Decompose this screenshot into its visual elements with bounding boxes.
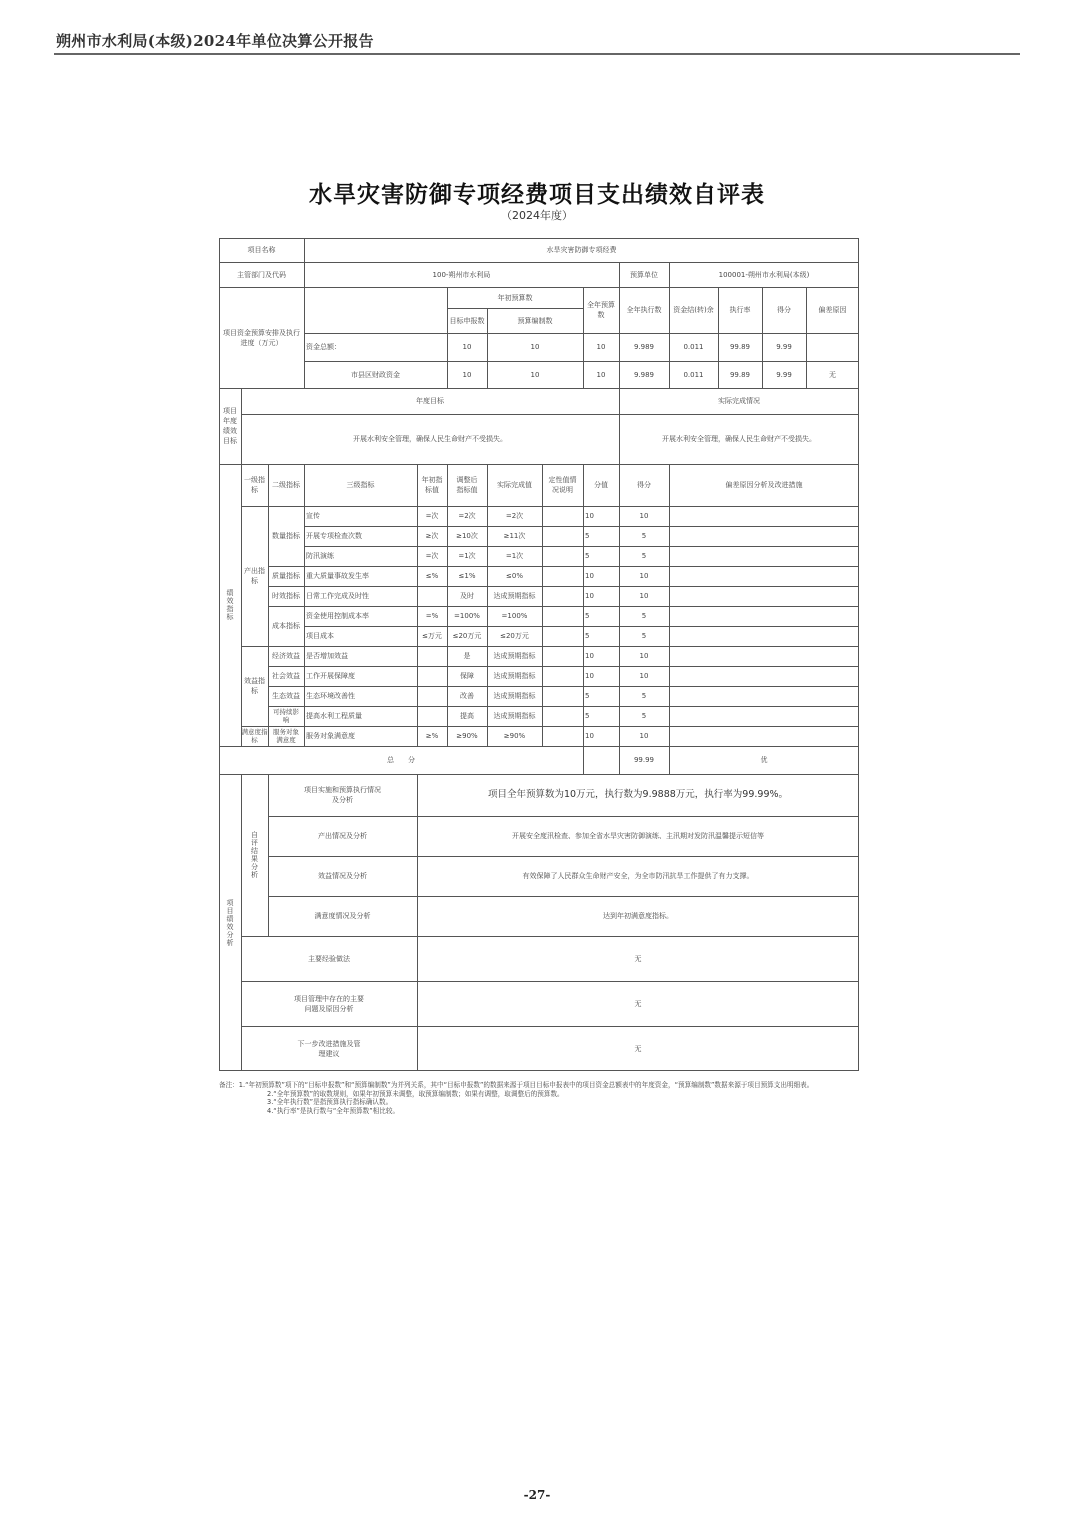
adjusted-value: ≤20万元 [452, 632, 482, 640]
weight-value: 5 [585, 552, 590, 560]
weight-value: 5 [585, 532, 590, 540]
score-value: 5 [641, 712, 647, 720]
analysis-value-satisfaction: 达到年初满意度指标。 [603, 912, 673, 920]
adjusted-value: =100% [454, 612, 480, 620]
initial-value: =次 [425, 512, 439, 520]
initial-value [417, 686, 447, 706]
analysis-label-output: 产出情况及分析 [318, 832, 367, 840]
improvement-label: 下一步改进措施及管理建议 [297, 1039, 361, 1058]
problems-value: 无 [634, 999, 642, 1008]
budget-header-annual-budget: 全年预算数 [587, 301, 615, 319]
score-value: 5 [641, 632, 647, 640]
document-subtitle: （2024年度） [501, 209, 573, 222]
budget-section-label: 项目资金预算安排及执行进度（万元） [223, 328, 300, 347]
dept-label: 主管部门及代码 [237, 270, 286, 279]
initial-value [417, 586, 447, 606]
level1-benefit: 效益指标 [244, 677, 265, 695]
score-value: 10 [639, 672, 649, 680]
total-score: 99.99 [633, 756, 655, 764]
adjusted-value: 改善 [460, 692, 474, 700]
level3-indicator: 生态环境改善性 [306, 692, 355, 700]
level3-indicator: 资金使用控制成本率 [306, 612, 369, 620]
score-value: 10 [639, 592, 649, 600]
budget-header-deviation: 偏差原因 [818, 306, 847, 314]
actual-value: 达成预期指标 [493, 592, 536, 600]
grid-line [669, 464, 670, 774]
score-value: 5 [641, 532, 647, 540]
initial-value: ≤万元 [422, 632, 442, 640]
level2-service-satisfaction: 服务对象满意度 [273, 728, 299, 744]
level3-indicator: 重大质量事故发生率 [306, 572, 369, 580]
level1-satisfaction: 满意度指标 [241, 728, 268, 744]
weight-value: 5 [585, 712, 590, 720]
weight-value: 10 [585, 672, 594, 680]
report-header-title: 朔州市水利局(本级)2024年单位决算公开报告 [56, 32, 374, 50]
budget-balance: 0.011 [683, 343, 704, 351]
score-value: 5 [641, 692, 647, 700]
actual-value: 达成预期指标 [493, 692, 536, 700]
level3-indicator: 日常工作完成及时性 [306, 592, 369, 600]
analysis-label-benefit: 效益情况及分析 [318, 872, 367, 880]
weight-value: 10 [585, 652, 594, 660]
grade: 优 [760, 756, 768, 764]
footnote-3: 3.“全年执行数”是指预算执行指标确认数。 [267, 1098, 393, 1107]
total-label: 总 分 [387, 756, 415, 764]
level2-timeliness: 时效指标 [272, 592, 300, 600]
level3-indicator: 提高水利工程质量 [306, 712, 362, 720]
initial-value [417, 646, 447, 666]
adjusted-value: 及时 [460, 592, 474, 600]
budget-exec-rate: 99.89 [729, 370, 751, 379]
experience-label: 主要经验做法 [308, 954, 350, 963]
adjusted-value: 保障 [460, 672, 474, 680]
analysis-label-satisfaction: 满意度情况及分析 [314, 912, 371, 920]
budget-exec-rate: 99.89 [729, 343, 751, 351]
improvement-value: 无 [634, 1044, 642, 1053]
score-value: 10 [639, 572, 649, 580]
page-number: -27- [523, 1488, 551, 1502]
budget-deviation: 无 [829, 370, 836, 379]
weight-value: 10 [585, 572, 594, 580]
actual-value: =100% [501, 612, 528, 620]
level3-indicator: 项目成本 [306, 632, 334, 640]
footnote-4: 4.“执行率”是执行数与“全年预算数”相比较。 [267, 1106, 400, 1115]
budget-compiled: 10 [530, 343, 540, 351]
adjusted-value: ≥10次 [456, 532, 478, 540]
initial-value [417, 706, 447, 726]
budget-header-annual-executed: 全年执行数 [626, 306, 662, 314]
actual-value: ≤20万元 [500, 632, 529, 640]
weight-value: 10 [585, 512, 594, 520]
actual-value: =2次 [505, 512, 524, 520]
level3-indicator: 防汛演练 [306, 552, 334, 560]
level3-indicator: 宣传 [306, 512, 320, 520]
level3-indicator: 开展专项检查次数 [306, 532, 362, 540]
initial-value: ≤% [425, 572, 439, 580]
budget-row-name: 市县区财政资金 [351, 370, 400, 379]
unit-label: 预算单位 [630, 270, 658, 279]
actual-value: ≥90% [503, 732, 526, 740]
adjusted-value: =1次 [458, 552, 476, 560]
weight-value: 10 [585, 592, 594, 600]
experience-value: 无 [634, 954, 642, 963]
adjusted-value: ≥90% [456, 732, 478, 740]
actual-value: =1次 [505, 552, 524, 560]
budget-deviation [806, 333, 859, 361]
adjusted-value: 是 [463, 652, 471, 660]
initial-value: ≥% [425, 732, 439, 740]
level2-social: 社会效益 [272, 672, 300, 680]
score-value: 10 [639, 652, 649, 660]
budget-header-budget-compiled: 预算编制数 [517, 316, 553, 325]
adjusted-value: ≤1% [458, 572, 476, 580]
weight-value: 5 [585, 612, 590, 620]
budget-annual: 10 [596, 343, 606, 351]
budget-header-target-declared: 目标申报数 [449, 316, 485, 325]
weight-value: 5 [585, 692, 590, 700]
grid-line [542, 464, 543, 746]
budget-score: 9.99 [776, 343, 792, 351]
actual-value: 达成预期指标 [493, 712, 536, 720]
header-level2: 二级指标 [272, 481, 300, 489]
budget-annual: 10 [596, 370, 606, 379]
footnote-1: 备注：1.“年初预算数”项下的“目标申报数”和“预算编制数”为并列关系，其中“目标申报数”的数据来源于项目目标申报表中的项目资金总额表中的年度资金，“预算编制数”数据来源于项目预算支出明细表。 [219, 1081, 814, 1089]
header-adjusted-value: 调整后指标值 [456, 476, 478, 494]
budget-target-declared: 10 [462, 370, 472, 379]
actual-value: 达成预期指标 [493, 652, 536, 660]
initial-value: ≥次 [425, 532, 439, 540]
level3-indicator: 工作开展保障度 [306, 672, 355, 680]
header-level1: 一级指标 [244, 476, 265, 494]
level2-ecological: 生态效益 [272, 692, 300, 700]
level2-sustainable: 可持续影响 [273, 708, 299, 724]
header-initial-value: 年初指标值 [421, 476, 443, 494]
indicators-section-label: 绩效指标 [226, 589, 234, 621]
initial-value: =% [425, 612, 439, 620]
annual-goal-text: 开展水利安全管理，确保人民生命财产不受损失。 [353, 435, 507, 443]
weight-value: 5 [585, 632, 590, 640]
level2-quality: 质量指标 [272, 572, 300, 580]
document-title: 水旱灾害防御专项经费项目支出绩效自评表 [309, 182, 765, 208]
budget-executed: 9.989 [633, 343, 655, 351]
budget-header-exec-rate: 执行率 [729, 306, 751, 314]
level2-quantity: 数量指标 [272, 532, 300, 540]
level1-output: 产出指标 [244, 567, 265, 585]
analysis-section-label: 项目绩效分析 [226, 898, 234, 947]
actual-value: 达成预期指标 [493, 672, 536, 680]
analysis-label-execution: 项目实施和预算执行情况及分析 [304, 786, 381, 804]
level2-cost: 成本指标 [272, 622, 300, 630]
header-actual-value: 实际完成值 [497, 481, 532, 489]
self-eval-label: 自评结果分析 [250, 831, 259, 879]
actual-value: ≥11次 [503, 532, 526, 540]
actual-completion-text: 开展水利安全管理，确保人民生命财产不受损失。 [662, 435, 816, 443]
footnotes [219, 1081, 859, 1115]
header-level3: 三级指标 [346, 481, 375, 489]
score-value: 5 [641, 552, 647, 560]
actual-completion-header: 实际完成情况 [718, 397, 760, 405]
analysis-value-benefit: 有效保障了人民群众生命财产安全，为全市防汛抗旱工作提供了有力支撑。 [522, 872, 754, 880]
header-weight: 分值 [594, 481, 608, 489]
header-divider [54, 53, 1020, 55]
budget-header-score: 得分 [777, 306, 791, 314]
adjusted-value: 提高 [460, 712, 474, 720]
level2-economic: 经济效益 [272, 652, 300, 660]
header-score: 得分 [637, 481, 651, 489]
annual-goal-header: 年度目标 [416, 397, 444, 405]
header-qualitative: 定性值情况说明 [548, 476, 577, 494]
goals-section-label: 项目年度绩效目标 [223, 407, 237, 445]
project-name-value: 水旱灾害防御专项经费 [546, 246, 617, 254]
level3-indicator: 服务对象满意度 [306, 732, 355, 740]
budget-executed: 9.989 [633, 370, 655, 379]
level3-indicator: 是否增加效益 [306, 652, 348, 660]
unit-value: 100001-朔州市水利局(本级) [718, 270, 810, 279]
budget-header-balance: 资金结(转)余 [673, 306, 714, 314]
project-name-label: 项目名称 [247, 246, 276, 254]
budget-score: 9.99 [776, 370, 792, 379]
budget-row-name: 资金总额： [306, 343, 341, 351]
adjusted-value: =2次 [458, 512, 476, 520]
dept-value: 100-朔州市水利局 [432, 270, 491, 279]
budget-target-declared: 10 [462, 343, 472, 351]
analysis-value-output: 开展安全度汛检查、参加全省水旱灾害防御演练、主汛期对发防汛温馨提示短信等 [512, 832, 764, 840]
budget-compiled: 10 [530, 370, 540, 379]
initial-value: =次 [425, 552, 439, 560]
analysis-value-execution: 项目全年预算数为10万元，执行数为9.9888万元，执行率为99.99%。 [487, 789, 789, 800]
problems-label: 项目管理中存在的主要问题及原因分析 [294, 994, 364, 1013]
header-deviation-analysis: 偏差原因分析及改进措施 [725, 481, 803, 489]
budget-header-initial: 年初预算数 [497, 293, 533, 302]
budget-balance: 0.011 [683, 370, 704, 379]
score-value: 10 [639, 732, 649, 740]
footnote-2: 2.“全年预算数”的取数规则，如果年初预算未调整，取预算编制数；如果有调整，取调整后的预算数。 [267, 1089, 564, 1098]
score-value: 10 [639, 512, 649, 520]
score-value: 5 [641, 612, 647, 620]
initial-value [417, 666, 447, 686]
actual-value: ≤0% [506, 572, 523, 580]
weight-value: 10 [585, 732, 594, 740]
